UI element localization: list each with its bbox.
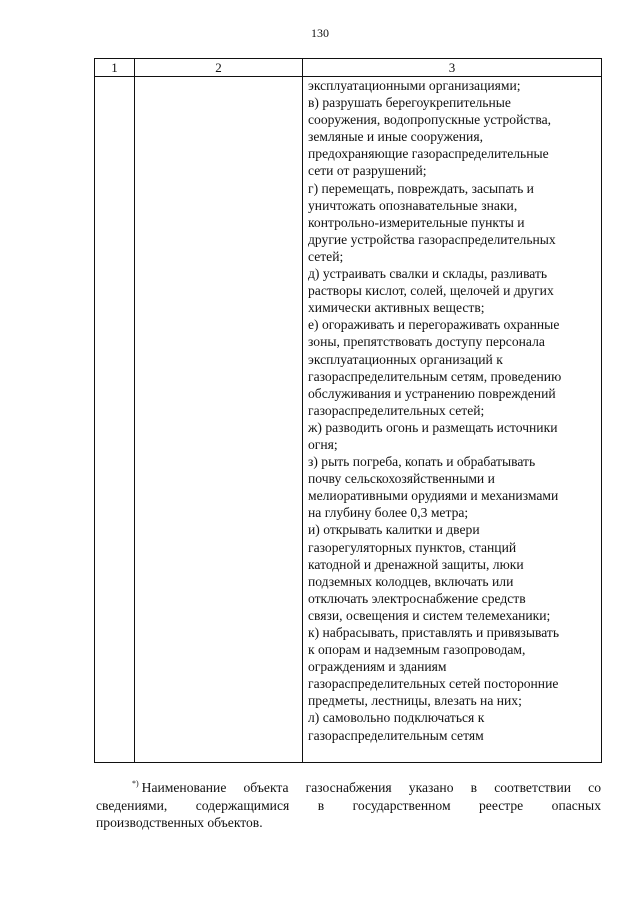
- footnote-text-1: Наименование объекта газоснабжения указано в соответствии со: [141, 780, 601, 795]
- text-line: обслуживания и устранению повреждений: [308, 385, 556, 401]
- text-line: ж) разводить огонь и размещать источники: [308, 419, 558, 435]
- text-line: газораспределительных сетей;: [308, 402, 485, 418]
- text-line: на глубину более 0,3 метра;: [308, 505, 469, 521]
- text-line: огня;: [308, 436, 338, 452]
- table-row: [95, 77, 602, 763]
- text-line: другие устройства газораспределительных: [308, 231, 556, 247]
- text-line: и) открывать калитки и двери: [308, 522, 480, 538]
- text-line: земляные и иные сооружения,: [308, 129, 483, 145]
- restrictions-text: [303, 77, 601, 744]
- text-line: ограждениям и зданиям: [308, 659, 447, 675]
- cell-col-3: [303, 77, 602, 763]
- text-line: почву сельскохозяйственными и: [308, 471, 495, 487]
- text-line: газораспределительным сетям: [308, 727, 484, 743]
- text-line: химически активных веществ;: [308, 300, 485, 316]
- text-line: газораспределительным сетям, проведению: [308, 368, 562, 384]
- table-header-row: [95, 59, 602, 77]
- cell-col-2: [135, 77, 303, 763]
- cell-col-1: [95, 77, 135, 763]
- text-line: отключать электроснабжение средств: [308, 590, 526, 606]
- text-line: сетей;: [308, 248, 344, 264]
- text-line: г) перемещать, повреждать, засыпать и: [308, 180, 534, 196]
- text-line: подземных колодцев, включать или: [308, 573, 514, 589]
- restrictions-table: [94, 58, 602, 763]
- text-line: к) набрасывать, приставлять и привязывать: [308, 625, 560, 640]
- text-line: к опорам и надземным газопроводам,: [308, 642, 526, 658]
- footnote-marker: *): [132, 779, 139, 788]
- text-line: в) разрушать берегоукрепительные: [308, 95, 511, 111]
- column-header-2: 2: [135, 59, 303, 77]
- text-line: газораспределительных сетей посторонние: [308, 676, 559, 692]
- text-line: контрольно-измерительные пункты и: [308, 214, 525, 230]
- text-line: предохраняющие газораспределительные: [308, 146, 549, 162]
- text-line: л) самовольно подключаться к: [308, 710, 485, 726]
- footnote-line-2: сведениями, содержащимися в государственном реестре опасных: [96, 797, 601, 813]
- text-line: газорегуляторных пунктов, станций: [308, 539, 517, 555]
- text-line: эксплуатационных организаций к: [308, 351, 503, 367]
- text-line: мелиоративными орудиями и механизмами: [308, 488, 559, 504]
- page-number: 130: [311, 26, 329, 40]
- text-line: катодной и дренажной защиты, люки: [308, 556, 524, 572]
- text-line: д) устраивать свалки и склады, разливать: [308, 266, 548, 282]
- column-header-1: 1: [95, 59, 135, 77]
- footnote: [96, 779, 601, 832]
- text-line: зоны, препятствовать доступу персонала: [308, 334, 545, 350]
- text-line: сети от разрушений;: [308, 163, 427, 179]
- text-line: эксплуатационными организациями;: [308, 78, 521, 93]
- text-line: сооружения, водопропускные устройства,: [308, 112, 552, 128]
- text-line: предметы, лестницы, влезать на них;: [308, 693, 522, 709]
- text-line: з) рыть погреба, копать и обрабатывать: [308, 454, 536, 470]
- text-line: уничтожать опознавательные знаки,: [308, 197, 518, 213]
- footnote-line-1: [96, 779, 601, 797]
- text-line: растворы кислот, солей, щелочей и других: [308, 283, 554, 299]
- column-header-3: 3: [303, 59, 602, 77]
- footnote-line-3: производственных объектов.: [96, 815, 263, 830]
- text-line: е) огораживать и перегораживать охранные: [308, 317, 560, 333]
- text-line: связи, освещения и систем телемеханики;: [308, 607, 551, 623]
